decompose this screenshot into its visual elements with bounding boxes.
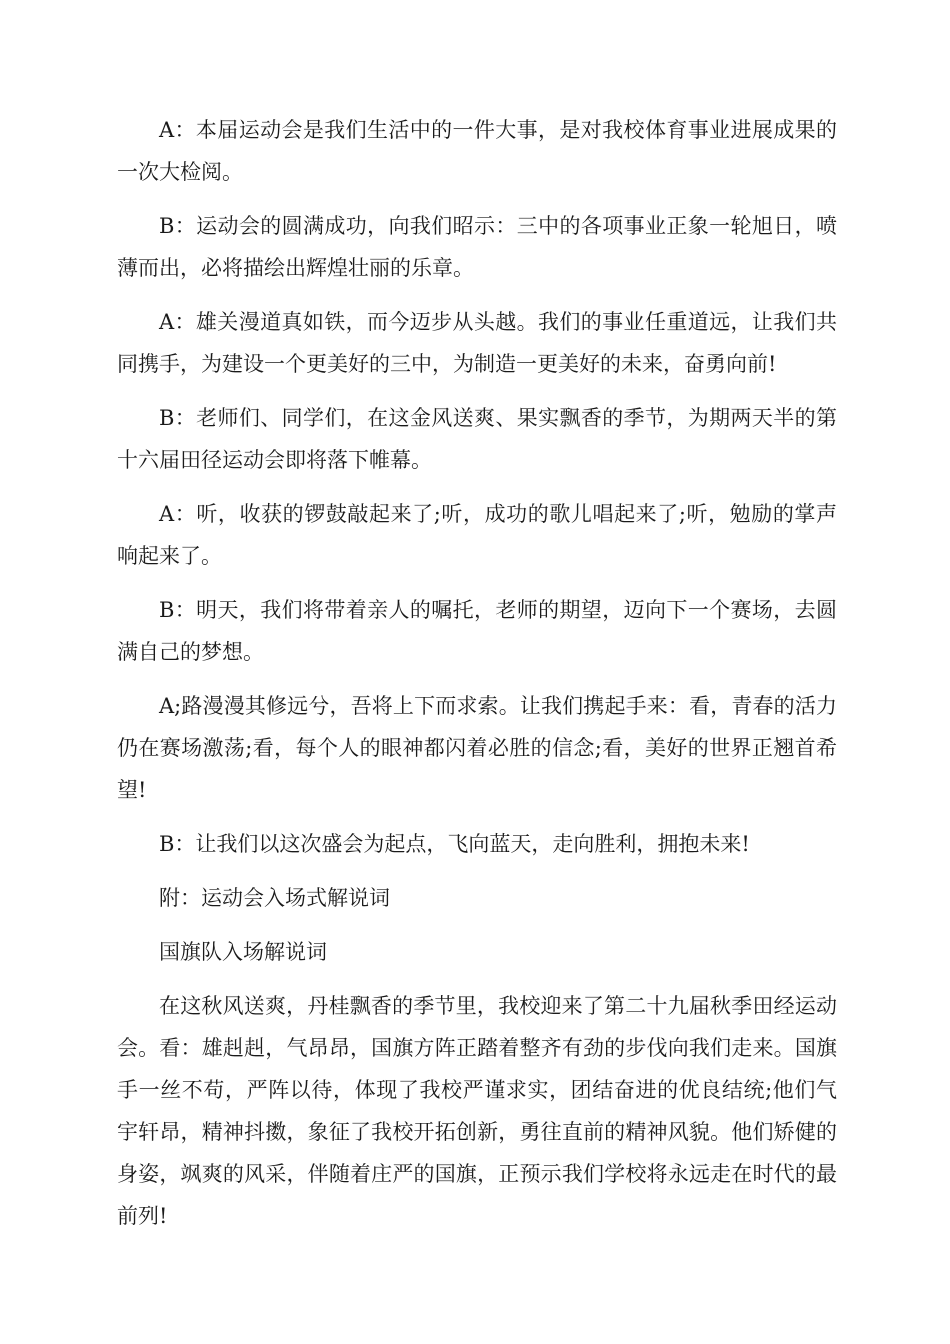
paragraph-8: B：让我们以这次盛会为起点，飞向蓝天，走向胜利，拥抱未来! bbox=[159, 832, 750, 856]
paragraph-3: A：雄关漫道真如铁，而今迈步从头越。我们的事业任重道远，让我们共同携手，为建设一个更美好的三中，为制造一更美好的未来，奋勇向前! bbox=[117, 310, 837, 376]
paragraph-7: A;路漫漫其修远兮，吾将上下而求索。让我们携起手来：看，青春的活力仍在赛场激荡;看，每个人的眼神都闪着必胜的信念;看，美好的世界正翘首希望! bbox=[117, 694, 837, 802]
paragraph-2: B：运动会的圆满成功，向我们昭示：三中的各项事业正象一轮旭日，喷薄而出，必将描绘出辉煌壮丽的乐章。 bbox=[117, 214, 837, 280]
paragraph-5: A：听，收获的锣鼓敲起来了;听，成功的歌儿唱起来了;听，勉励的掌声响起来了。 bbox=[117, 502, 837, 568]
paragraph-1: A：本届运动会是我们生活中的一件大事，是对我校体育事业进展成果的一次大检阅。 bbox=[117, 118, 837, 184]
paragraph-4: B：老师们、同学们，在这金风送爽、果实飘香的季节，为期两天半的第十六届田径运动会即将落下帷幕。 bbox=[117, 406, 837, 472]
paragraph-6: B：明天，我们将带着亲人的嘱托，老师的期望，迈向下一个赛场，去圆满自己的梦想。 bbox=[117, 598, 837, 664]
paragraph-11: 在这秋风送爽，丹桂飘香的季节里，我校迎来了第二十九届秋季田经运动会。看：雄赳赳，气昂昂，国旗方阵正踏着整齐有劲的步伐向我们走来。国旗手一丝不苟，严阵以待，体现了我校严谨求实，团结奋进的优良结统;他们气宇轩昂，精神抖擞，象征了我校开拓创新，勇往直前的精神风貌。他们矫健的身姿，飒爽的风采，伴随着庄严的国旗，正预示我们学校将永远走在时代的最前列! bbox=[117, 994, 837, 1228]
appendix-heading: 附：运动会入场式解说词 bbox=[159, 886, 390, 910]
document-body bbox=[117, 109, 837, 1249]
section-heading: 国旗队入场解说词 bbox=[159, 940, 327, 964]
